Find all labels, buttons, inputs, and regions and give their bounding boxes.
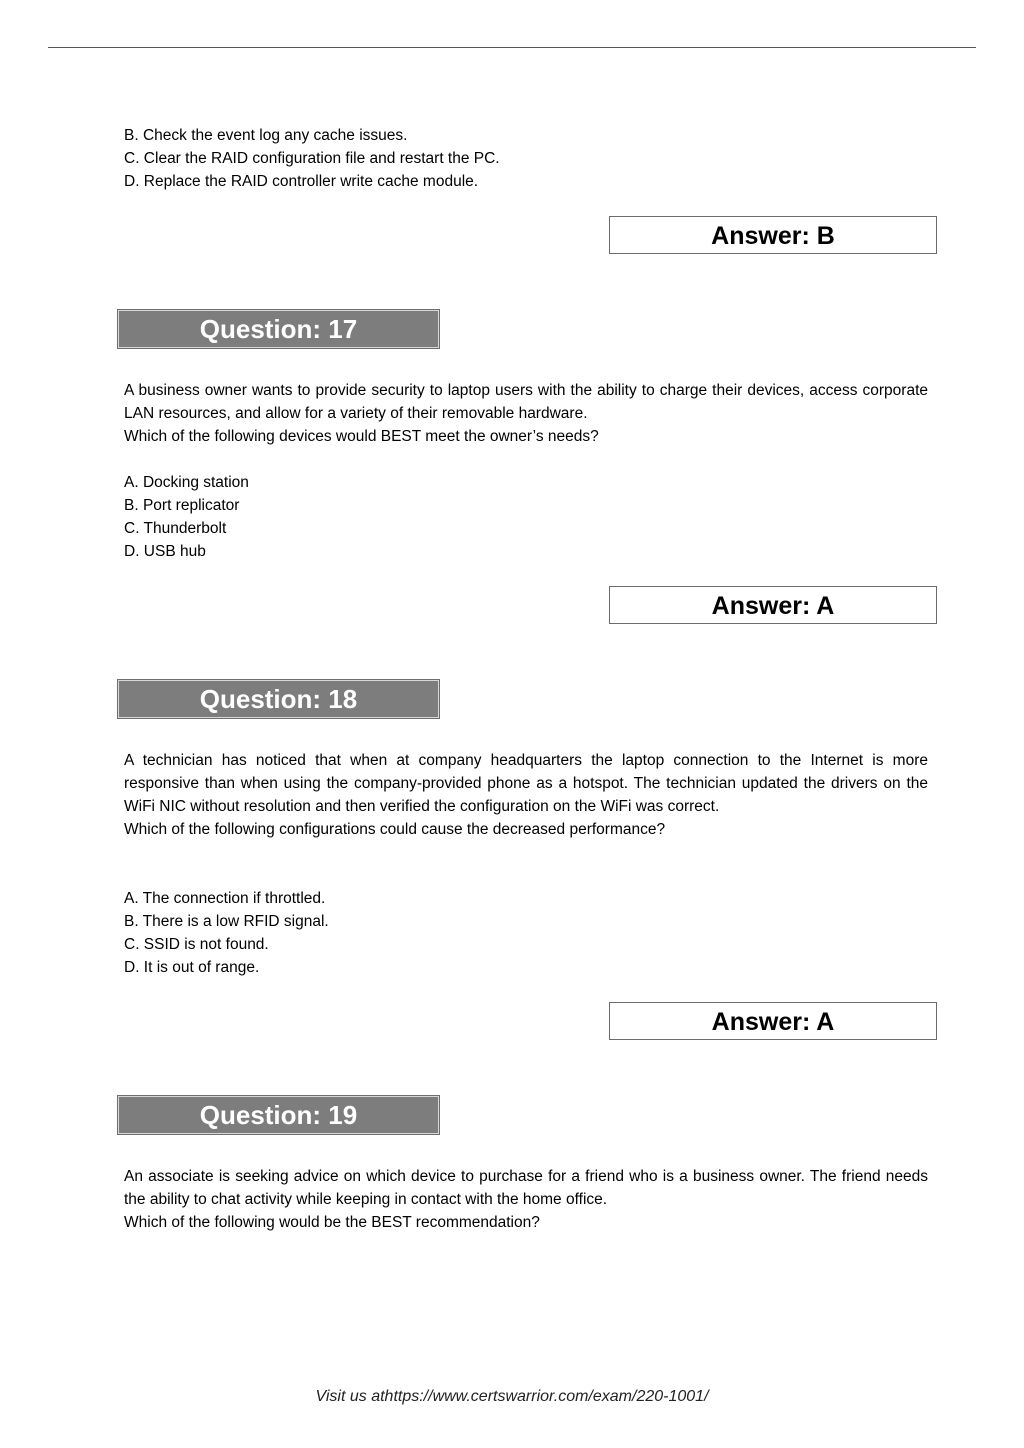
- question-prompt: Which of the following configurations could cause the decreased performance?: [124, 821, 666, 838]
- question-18-text: [124, 749, 928, 841]
- option-c: C. Clear the RAID configuration file and restart the PC.: [124, 150, 500, 167]
- option-d: D. USB hub: [124, 543, 206, 560]
- answer-box-prev: [609, 216, 937, 254]
- question-heading-label: Question: 19: [199, 1100, 358, 1130]
- answer-label: Answer: A: [711, 1008, 835, 1036]
- option-b: B. Check the event log any cache issues.: [124, 127, 408, 144]
- prev-question-options: [124, 124, 500, 193]
- answer-label: Answer: B: [711, 222, 835, 250]
- option-b: B. Port replicator: [124, 497, 240, 514]
- option-d: D. Replace the RAID controller write cache module.: [124, 173, 479, 190]
- question-heading-label: Question: 17: [199, 314, 358, 344]
- header-rule: [48, 47, 976, 48]
- answer-box-18: [609, 1002, 937, 1040]
- option-a: A. Docking station: [124, 474, 249, 491]
- option-c: C. Thunderbolt: [124, 520, 227, 537]
- answer-label: Answer: A: [711, 592, 835, 620]
- question-17-heading: [118, 310, 439, 348]
- question-19-text: [124, 1165, 928, 1234]
- footer-visit-link[interactable]: Visit us athttps://www.certswarrior.com/exam/220-1001/: [315, 1388, 709, 1405]
- question-stem: A business owner wants to provide security to laptop users with the ability to charge their devices, access corporate LAN resources, and allow for a variety of their removable hardware.: [124, 382, 928, 422]
- question-18-options: [124, 887, 329, 979]
- option-a: A. The connection if throttled.: [124, 890, 326, 907]
- option-b: B. There is a low RFID signal.: [124, 913, 329, 930]
- question-prompt: Which of the following would be the BEST recommendation?: [124, 1214, 540, 1231]
- option-c: C. SSID is not found.: [124, 936, 269, 953]
- question-heading-label: Question: 18: [199, 684, 358, 714]
- question-stem: A technician has noticed that when at company headquarters the laptop connection to the Internet is more responsive than when using the company-provided phone as a hotspot. The technician updated the drivers on the WiFi NIC without resolution and then verified the configuration on the WiFi was correct.: [124, 752, 928, 815]
- question-17-options: [124, 471, 249, 563]
- question-stem: An associate is seeking advice on which device to purchase for a friend who is a business owner. The friend needs the ability to chat activity while keeping in contact with the home office.: [124, 1168, 928, 1208]
- option-d: D. It is out of range.: [124, 959, 260, 976]
- question-18-heading: [118, 680, 439, 718]
- question-17-text: [124, 379, 928, 448]
- question-prompt: Which of the following devices would BEST meet the owner’s needs?: [124, 428, 599, 445]
- question-19-heading: [118, 1096, 439, 1134]
- answer-box-17: [609, 586, 937, 624]
